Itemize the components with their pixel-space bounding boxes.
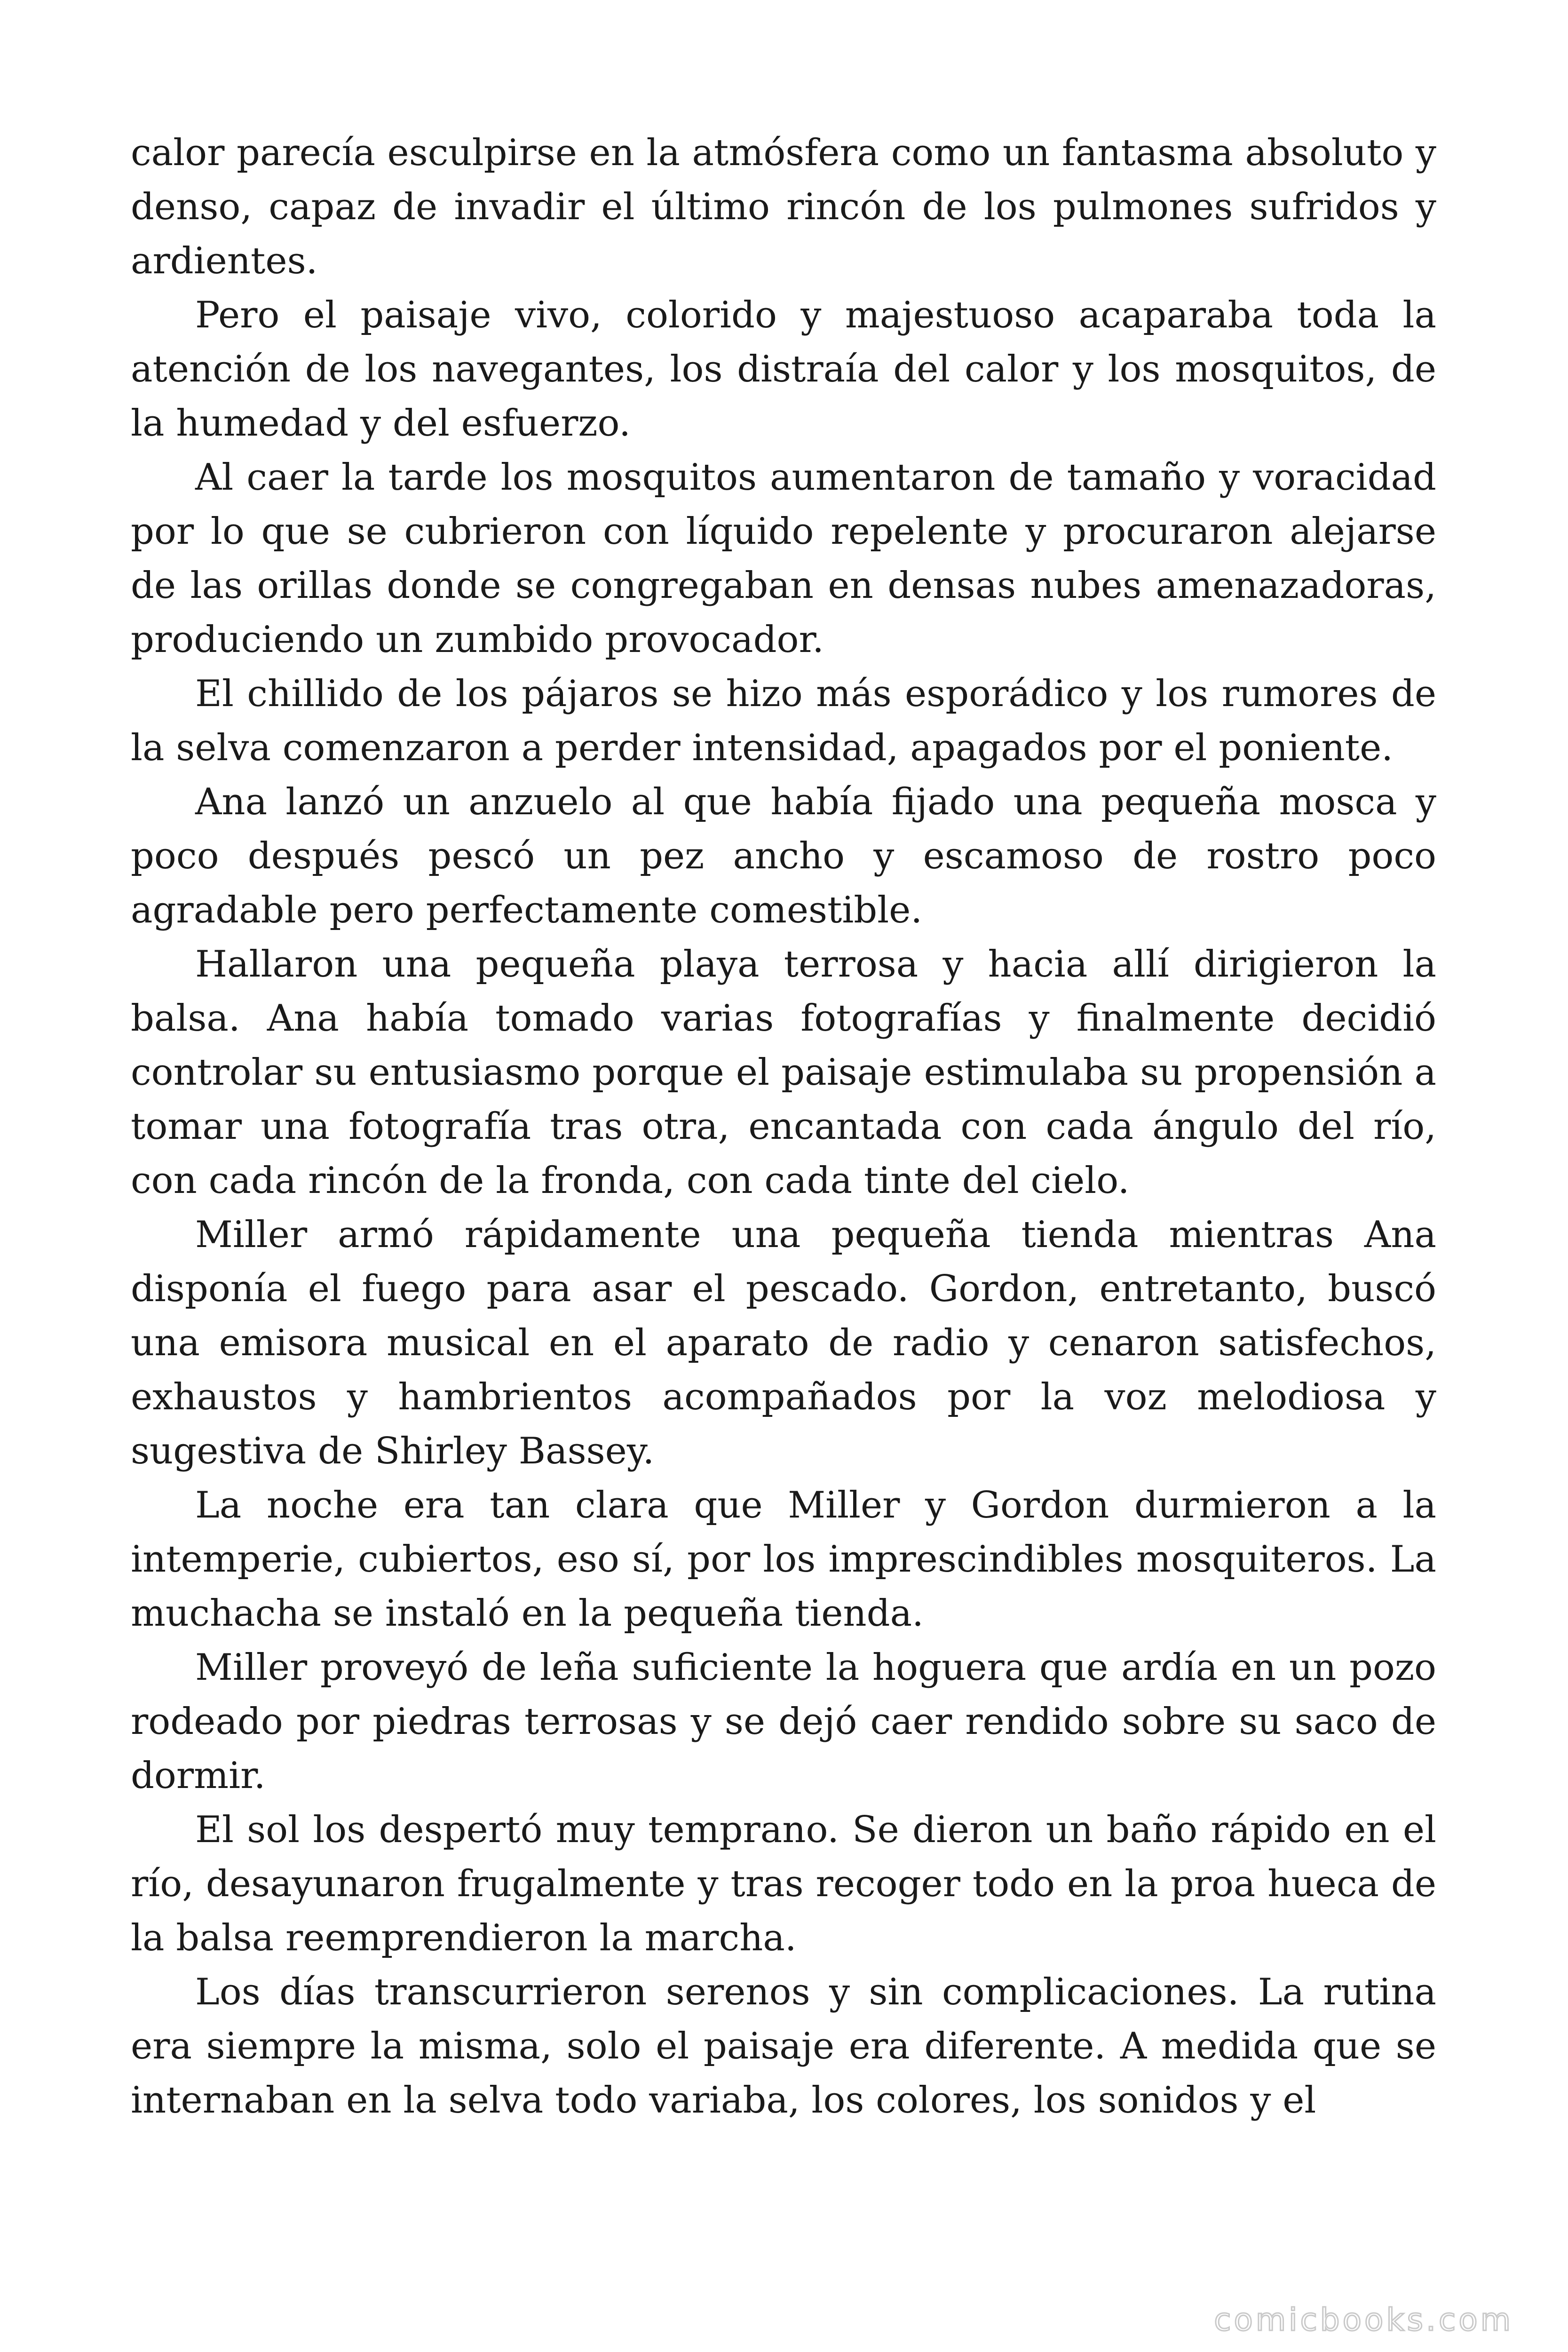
paragraph: Al caer la tarde los mosquitos aumentaron de tamaño y voracidad por lo que se cubrieron con líquido repelente y procuraron alejarse de las orillas donde se congregaban en densas nubes amenazadoras, produciendo un zumbido provocador. xyxy=(131,456,1436,661)
paragraph: El sol los despertó muy temprano. Se dieron un baño rápido en el río, desayunaron frugalmente y tras recoger todo en la proa hueca de la balsa reemprendieron la marcha. xyxy=(131,1809,1436,1959)
paragraph: Hallaron una pequeña playa terrosa y hacia allí dirigieron la balsa. Ana había tomado varias fotografías y finalmente decidió controlar su entusiasmo porque el paisaje estimulaba su propensión a tomar una fotografía tras otra, encantada con cada ángulo del río, con cada rincón de la fronda, con cada tinte del cielo. xyxy=(131,943,1436,1202)
paragraph: Miller proveyó de leña suficiente la hoguera que ardía en un pozo rodeado por piedras terrosas y se dejó caer rendido sobre su saco de dormir. xyxy=(131,1646,1436,1797)
paragraph: Miller armó rápidamente una pequeña tienda mientras Ana disponía el fuego para asar el pescado. Gordon, entretanto, buscó una emisora musical en el aparato de radio y cenaron satisfechos, exhaustos y hambrientos acompañados por la voz melodiosa y sugestiva de Shirley Bassey. xyxy=(131,1214,1436,1472)
paragraph: Ana lanzó un anzuelo al que había fijado una pequeña mosca y poco después pescó un pez ancho y escamoso de rostro poco agradable pero perfectamente comestible. xyxy=(131,781,1436,931)
watermark: comicbooks.com xyxy=(1214,2302,1513,2338)
paragraph: Los días transcurrieron serenos y sin complicaciones. La rutina era siempre la misma, solo el paisaje era diferente. A medida que se internaban en la selva todo variaba, los colores, los sonidos y el xyxy=(131,1971,1436,2122)
paragraph-continued: calor parecía esculpirse en la atmósfera como un fantasma absoluto y denso, capaz de invadir el último rincón de los pulmones sufridos y ardientes. xyxy=(131,132,1436,282)
paragraph: La noche era tan clara que Miller y Gordon durmieron a la intemperie, cubiertos, eso sí, por los imprescindibles mosquiteros. La muchacha se instaló en la pequeña tienda. xyxy=(131,1484,1436,1635)
body-text xyxy=(131,126,1436,2128)
paragraph: El chillido de los pájaros se hizo más esporádico y los rumores de la selva comenzaron a perder intensidad, apagados por el poniente. xyxy=(131,673,1436,769)
paragraph: Pero el paisaje vivo, colorido y majestuoso acaparaba toda la atención de los navegantes, los distraía del calor y los mosquitos, de la humedad y del esfuerzo. xyxy=(131,294,1436,445)
